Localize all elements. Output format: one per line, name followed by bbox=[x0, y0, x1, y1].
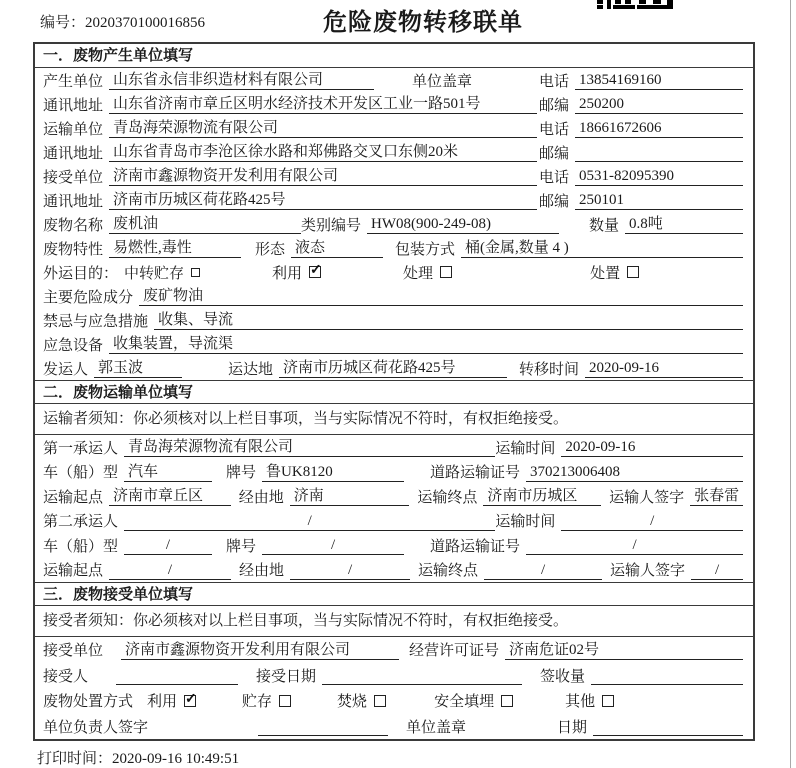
carrier1-row bbox=[35, 435, 753, 460]
waste-traits-row bbox=[35, 236, 753, 260]
plate1-label: 牌号 bbox=[226, 465, 257, 482]
route2-end-value: / bbox=[484, 560, 602, 580]
acceptor-label: 接受人 bbox=[43, 668, 89, 685]
waste-pack-value: 桶(金属,数量 4 ) bbox=[461, 238, 743, 258]
plate2-value: / bbox=[262, 535, 404, 555]
disposal-option-use-label: 利用 bbox=[147, 694, 178, 711]
vehicle1-row bbox=[35, 460, 753, 485]
transporter-zip-label: 邮编 bbox=[538, 145, 569, 162]
disposal-row bbox=[35, 688, 753, 714]
disposal-label: 废物处置方式 bbox=[43, 694, 134, 711]
purpose-row bbox=[35, 260, 753, 284]
producer-address-row bbox=[35, 92, 753, 116]
accept-unit-value: 济南市鑫源物资开发利用有限公司 bbox=[121, 640, 399, 660]
transporter-phone-label: 电话 bbox=[538, 121, 569, 138]
waste-code-label: 类别编号 bbox=[301, 217, 362, 234]
equipment-value: 收集装置，导流渠 bbox=[109, 334, 743, 354]
disposal-landfill-checkbox bbox=[501, 695, 513, 707]
producer-address-value: 山东省济南市章丘区明水经济技术开发区工业一路501号 bbox=[109, 94, 537, 114]
plate1-value: 鲁UK8120 bbox=[262, 462, 404, 482]
taboo-row bbox=[35, 308, 753, 332]
route2-row bbox=[35, 558, 753, 583]
route1-via-value: 济南 bbox=[290, 486, 410, 506]
waste-pack-label: 包装方式 bbox=[395, 241, 456, 258]
serial-value: 2020370100016856 bbox=[85, 15, 206, 31]
disposal-option-use bbox=[147, 690, 196, 711]
transporter-label: 运输单位 bbox=[43, 121, 104, 138]
carrier1-time-value: 2020-09-16 bbox=[561, 437, 743, 457]
hazard-row bbox=[35, 284, 753, 308]
route2-start-label: 运输起点 bbox=[43, 563, 104, 580]
route1-sign-label: 运输人签字 bbox=[609, 489, 685, 506]
receiver-zip-value: 250101 bbox=[575, 190, 743, 210]
route1-start-value: 济南市章丘区 bbox=[109, 486, 231, 506]
dispose-checkbox bbox=[627, 266, 639, 278]
carrier1-label: 第一承运人 bbox=[43, 440, 119, 457]
carrier2-label: 第二承运人 bbox=[43, 514, 119, 531]
receiver-notice: 接受者须知：你必须核对以上栏目事项，当与实际情况不符时，有权拒绝接受。 bbox=[35, 606, 753, 637]
cert1-label: 道路运输证号 bbox=[430, 465, 521, 482]
signature-label: 单位负责人签字 bbox=[43, 719, 149, 736]
producer-address-label: 通讯地址 bbox=[43, 97, 104, 114]
serial-label: 编号： bbox=[40, 15, 86, 31]
producer-row bbox=[35, 68, 753, 92]
purpose-option-treat bbox=[403, 262, 452, 283]
producer-zip-label: 邮编 bbox=[538, 97, 569, 114]
acceptor-row bbox=[35, 663, 753, 689]
section1-header: 一．废物产生单位填写 bbox=[35, 44, 753, 68]
purpose-option-transfer bbox=[124, 262, 200, 283]
waste-qty-label: 数量 bbox=[588, 217, 619, 234]
route1-start-label: 运输起点 bbox=[43, 489, 104, 506]
manifest-form bbox=[33, 42, 755, 741]
disposal-option-store-label: 贮存 bbox=[242, 694, 273, 711]
page-title: 危险废物转移联单 bbox=[323, 9, 523, 36]
disposal-option-landfill-label: 安全填埋 bbox=[434, 694, 495, 711]
qr-code-fragment-icon bbox=[597, 0, 673, 9]
vehicle2-value: / bbox=[124, 535, 212, 555]
treat-checkbox bbox=[440, 266, 452, 278]
disposal-option-landfill bbox=[434, 690, 513, 711]
route2-via-label: 经由地 bbox=[239, 563, 285, 580]
print-time-label: 打印时间： bbox=[37, 751, 113, 767]
shipper-value: 郭玉波 bbox=[94, 358, 182, 378]
transfer-time-value: 2020-09-16 bbox=[585, 358, 743, 378]
purpose-option-dispose bbox=[590, 262, 639, 283]
shipper-row bbox=[35, 356, 753, 380]
producer-zip-value: 250200 bbox=[575, 94, 743, 114]
route2-start-value: / bbox=[109, 560, 231, 580]
print-time-line bbox=[37, 747, 239, 768]
purpose-option-treat-label: 处理 bbox=[403, 265, 434, 282]
acceptor-value bbox=[116, 665, 238, 685]
transfer-storage-checkbox bbox=[191, 268, 200, 277]
transfer-time-label: 转移时间 bbox=[518, 361, 579, 378]
route1-sign-value: 张春雷 bbox=[690, 486, 743, 506]
transporter-address-label: 通讯地址 bbox=[43, 145, 104, 162]
producer-value: 山东省永信非织造材料有限公司 bbox=[109, 70, 374, 90]
disposal-option-incinerate bbox=[337, 690, 386, 711]
purpose-option-transfer-label: 中转贮存 bbox=[124, 265, 185, 282]
section3-header: 三．废物接受单位填写 bbox=[35, 582, 753, 606]
cert2-label: 道路运输证号 bbox=[430, 538, 521, 555]
vehicle2-row bbox=[35, 533, 753, 558]
accept-unit-label: 接受单位 bbox=[43, 643, 104, 660]
transporter-notice: 运输者须知：你必须核对以上栏目事项，当与实际情况不符时，有权拒绝接受。 bbox=[35, 404, 753, 435]
print-time-value: 2020-09-16 10:49:51 bbox=[112, 751, 240, 767]
transporter-zip-value bbox=[575, 142, 743, 162]
producer-phone-value: 13854169160 bbox=[575, 70, 743, 90]
signature-row bbox=[35, 714, 753, 740]
receiver-address-value: 济南市历城区荷花路425号 bbox=[109, 190, 537, 210]
unit-seal-label: 单位盖章 bbox=[406, 719, 467, 736]
shipper-dest-value: 济南市历城区荷花路425号 bbox=[279, 358, 507, 378]
route2-via-value: / bbox=[290, 560, 410, 580]
receiver-zip-label: 邮编 bbox=[538, 193, 569, 210]
receiver-label: 接受单位 bbox=[43, 169, 104, 186]
license-value: 济南危证02号 bbox=[505, 640, 743, 660]
producer-label: 产生单位 bbox=[43, 73, 104, 90]
shipper-dest-label: 运达地 bbox=[228, 361, 274, 378]
waste-name-value: 废机油 bbox=[109, 214, 301, 234]
accept-date-label: 接受日期 bbox=[256, 668, 317, 685]
signature-value bbox=[258, 716, 388, 736]
taboo-label: 禁忌与应急措施 bbox=[43, 313, 149, 330]
waste-qty-value: 0.8吨 bbox=[625, 214, 743, 234]
sign-date-value bbox=[593, 716, 743, 736]
cert1-value: 370213006408 bbox=[526, 462, 743, 482]
disposal-option-other bbox=[565, 690, 614, 711]
disposal-other-checkbox bbox=[602, 695, 614, 707]
waste-form-label: 形态 bbox=[255, 241, 286, 258]
route1-via-label: 经由地 bbox=[238, 489, 284, 506]
carrier2-row bbox=[35, 509, 753, 534]
use-checkbox bbox=[309, 266, 321, 278]
accept-date-value bbox=[322, 665, 522, 685]
carrier2-time-value: / bbox=[561, 511, 743, 531]
purpose-option-dispose-label: 处置 bbox=[590, 265, 621, 282]
carrier2-value: / bbox=[124, 511, 495, 531]
route2-sign-label: 运输人签字 bbox=[610, 563, 686, 580]
receipt-qty-label: 签收量 bbox=[539, 668, 585, 685]
section2-header: 二．废物运输单位填写 bbox=[35, 380, 753, 404]
waste-traits-value: 易燃性,毒性 bbox=[109, 238, 241, 258]
waste-form-value: 液态 bbox=[291, 238, 383, 258]
page-edge-line bbox=[790, 0, 791, 768]
route2-sign-value: / bbox=[691, 560, 743, 580]
transporter-phone-value: 18661672606 bbox=[575, 118, 743, 138]
taboo-value: 收集、导流 bbox=[154, 310, 743, 330]
carrier2-time-label: 运输时间 bbox=[495, 514, 556, 531]
transporter-value: 青岛海荣源物流有限公司 bbox=[109, 118, 537, 138]
route1-end-label: 运输终点 bbox=[417, 489, 478, 506]
transporter-row bbox=[35, 116, 753, 140]
equipment-label: 应急设备 bbox=[43, 337, 104, 354]
vehicle1-label: 车（船）型 bbox=[43, 465, 119, 482]
receiver-value: 济南市鑫源物资开发利用有限公司 bbox=[109, 166, 537, 186]
waste-name-row bbox=[35, 212, 753, 236]
route1-end-value: 济南市历城区 bbox=[483, 486, 601, 506]
carrier1-value: 青岛海荣源物流有限公司 bbox=[124, 437, 495, 457]
accept-unit-row bbox=[35, 637, 753, 663]
vehicle2-label: 车（船）型 bbox=[43, 538, 119, 555]
purpose-label: 外运目的： bbox=[43, 265, 119, 282]
producer-phone-label: 电话 bbox=[538, 73, 569, 90]
receiver-phone-value: 0531-82095390 bbox=[575, 166, 743, 186]
carrier1-time-label: 运输时间 bbox=[495, 440, 556, 457]
receipt-qty-value bbox=[591, 665, 743, 685]
disposal-incinerate-checkbox bbox=[374, 695, 386, 707]
producer-seal-label: 单位盖章 bbox=[412, 73, 473, 90]
hazard-value: 废矿物油 bbox=[139, 286, 743, 306]
waste-code-value: HW08(900-249-08) bbox=[367, 214, 559, 234]
route2-end-label: 运输终点 bbox=[418, 563, 479, 580]
waste-traits-label: 废物特性 bbox=[43, 241, 104, 258]
receiver-phone-label: 电话 bbox=[538, 169, 569, 186]
purpose-option-use bbox=[272, 262, 321, 283]
receiver-address-row bbox=[35, 188, 753, 212]
equipment-row bbox=[35, 332, 753, 356]
disposal-option-store bbox=[242, 690, 291, 711]
hazard-label: 主要危险成分 bbox=[43, 289, 134, 306]
route1-row bbox=[35, 484, 753, 509]
receiver-row bbox=[35, 164, 753, 188]
license-label: 经营许可证号 bbox=[409, 643, 500, 660]
disposal-option-other-label: 其他 bbox=[565, 694, 596, 711]
plate2-label: 牌号 bbox=[226, 538, 257, 555]
disposal-store-checkbox bbox=[279, 695, 291, 707]
vehicle1-value: 汽车 bbox=[124, 462, 212, 482]
receiver-address-label: 通讯地址 bbox=[43, 193, 104, 210]
transporter-address-row bbox=[35, 140, 753, 164]
sign-date-label: 日期 bbox=[556, 719, 587, 736]
transporter-address-value: 山东省青岛市李沧区徐水路和郑佛路交叉口东侧20米 bbox=[109, 142, 537, 162]
disposal-option-incinerate-label: 焚烧 bbox=[337, 694, 368, 711]
shipper-label: 发运人 bbox=[43, 361, 89, 378]
waste-name-label: 废物名称 bbox=[43, 217, 104, 234]
disposal-use-checkbox bbox=[184, 695, 196, 707]
cert2-value: / bbox=[526, 535, 743, 555]
purpose-option-use-label: 利用 bbox=[272, 265, 303, 282]
